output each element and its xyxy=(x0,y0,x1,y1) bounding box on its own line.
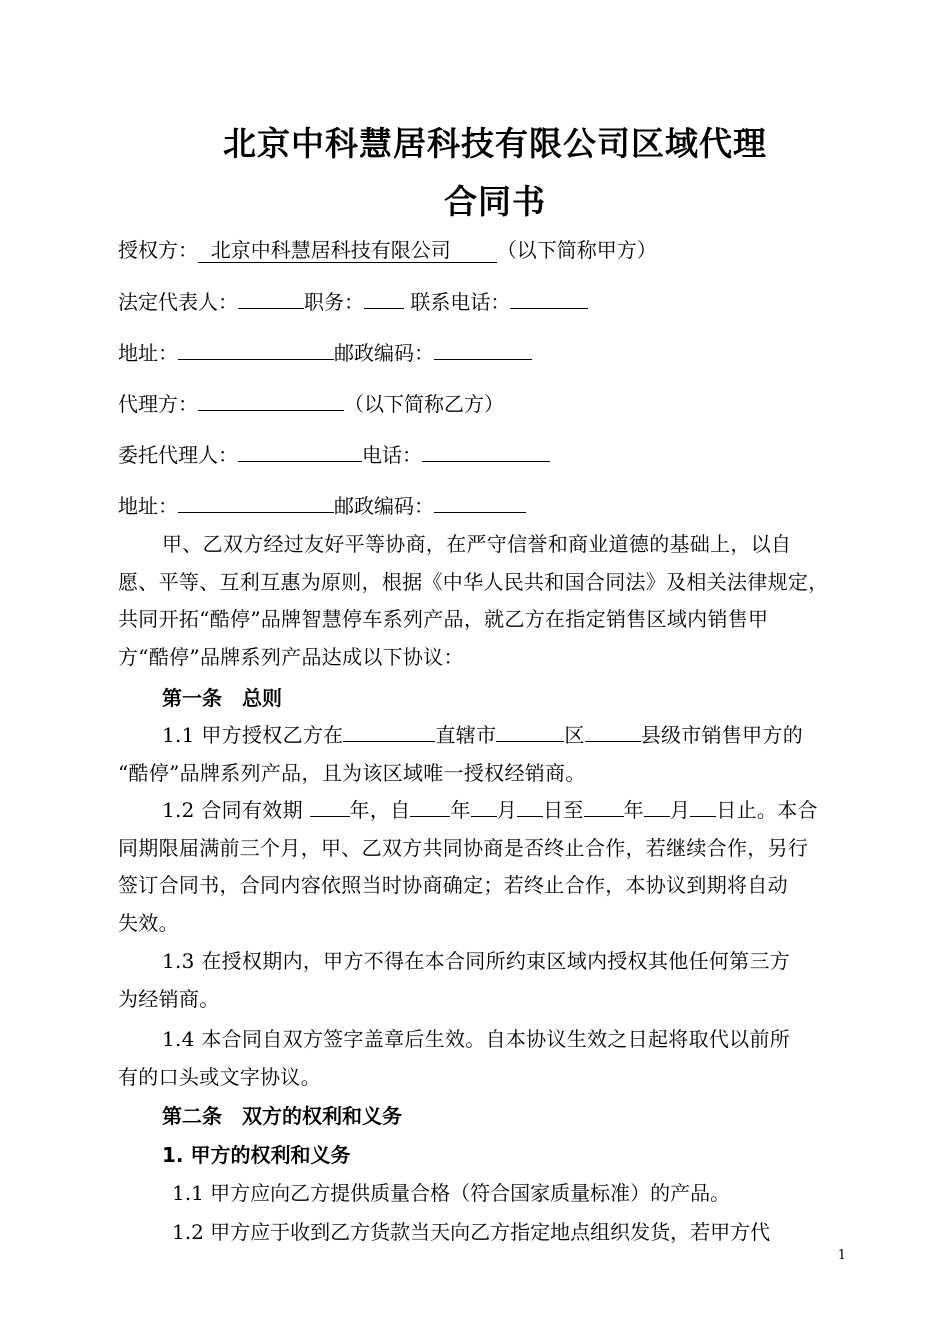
phone-blank[interactable] xyxy=(510,288,588,309)
clause-1-4-line: 有的口头或文字协议。 xyxy=(118,1064,321,1089)
party-b-line xyxy=(118,390,858,418)
legal-rep-blank[interactable] xyxy=(238,288,304,309)
address-b-label: 地址： xyxy=(118,494,178,518)
agent-label: 委托代理人： xyxy=(118,443,238,467)
intro-line: 方“酷停”品牌系列产品达成以下协议： xyxy=(118,644,464,669)
end-month-blank[interactable] xyxy=(644,796,670,817)
start-year-blank[interactable] xyxy=(410,796,450,817)
legal-rep-label: 法定代表人： xyxy=(118,290,238,314)
clause-1-4-line: 1.4 本合同自双方签字盖章后生效。自本协议生效之日起将取代以前所 xyxy=(162,1027,791,1051)
party-b-label: 代理方： xyxy=(118,392,198,416)
agent-blank[interactable] xyxy=(238,441,362,462)
address-a-blank[interactable] xyxy=(178,339,334,360)
position-blank[interactable] xyxy=(364,288,404,309)
clause-a-1-2: 1.2 甲方应于收到乙方货款当天向乙方指定地点组织发货，若甲方代 xyxy=(172,1220,771,1244)
intro-paragraph xyxy=(118,526,848,676)
party-b-blank[interactable] xyxy=(198,390,344,411)
clause-1-1-line: 1.1 甲方授权乙方在 直辖市 区 县级市销售甲方的 xyxy=(162,723,804,747)
intro-line: 愿、平等、互利互惠为原则，根据《中华人民共和国合同法》及相关法律规定， xyxy=(118,569,829,594)
start-day-blank[interactable] xyxy=(517,796,543,817)
postal-b-label: 邮政编码： xyxy=(334,494,434,518)
intro-line: 共同开拓“酷停”品牌智慧停车系列产品，就乙方在指定销售区域内销售甲 xyxy=(118,607,769,631)
party-a-suffix: （以下简称甲方） xyxy=(496,238,657,262)
clause-1-2 xyxy=(118,792,848,942)
clause-1-1 xyxy=(118,717,848,792)
address-a-line xyxy=(118,339,858,367)
clause-1-3-line: 1.3 在授权期内，甲方不得在本合同所约束区域内授权其他任何第三方 xyxy=(162,949,791,973)
address-b-blank[interactable] xyxy=(178,492,334,513)
clause-1-1-line: “酷停”品牌系列产品，且为该区域唯一授权经销商。 xyxy=(118,760,586,785)
party-a-line xyxy=(118,236,858,264)
article-2-heading: 第二条 双方的权利和义务 xyxy=(162,1104,402,1128)
agent-line xyxy=(118,441,858,469)
clause-1-3-line: 为经销商。 xyxy=(118,986,220,1011)
intro-line: 甲、乙双方经过友好平等协商，在严守信誉和商业道德的基础上，以自 xyxy=(162,532,792,556)
party-a-label: 授权方： xyxy=(118,238,198,262)
address-a-label: 地址： xyxy=(118,341,178,365)
party-a-value: 北京中科慧居科技有限公司 xyxy=(198,238,497,263)
postal-a-label: 邮政编码： xyxy=(334,341,434,365)
clause-1-3 xyxy=(118,943,848,1018)
phone-label: 联系电话： xyxy=(410,290,511,314)
clause-1-2-line: 失效。 xyxy=(118,910,179,935)
postal-a-blank[interactable] xyxy=(434,339,532,360)
county-blank[interactable] xyxy=(585,721,641,742)
clause-1-4 xyxy=(118,1021,848,1096)
end-year-blank[interactable] xyxy=(584,796,624,817)
start-month-blank[interactable] xyxy=(471,796,497,817)
document-title: 北京中科慧居科技有限公司区域代理 xyxy=(223,124,767,163)
clause-1-2-line: 同期限届满前三个月，甲、乙双方共同协商是否终止合作，若继续合作，另行 xyxy=(118,835,809,860)
legal-rep-line xyxy=(118,288,858,316)
section-1-heading: 1. 甲方的权利和义务 xyxy=(162,1143,351,1167)
page-number: 1 xyxy=(837,1248,846,1263)
term-years-blank[interactable] xyxy=(310,796,350,817)
postal-b-blank[interactable] xyxy=(434,492,526,513)
document-subtitle: 合同书 xyxy=(444,182,546,221)
city-blank[interactable] xyxy=(343,721,435,742)
district-blank[interactable] xyxy=(496,721,564,742)
agent-phone-label: 电话： xyxy=(362,443,422,467)
position-label: 职务： xyxy=(304,290,364,314)
agent-phone-blank[interactable] xyxy=(422,441,550,462)
end-day-blank[interactable] xyxy=(690,796,716,817)
address-b-line xyxy=(118,492,858,520)
article-1-heading: 第一条 总则 xyxy=(162,686,282,710)
clause-a-1-1: 1.1 甲方应向乙方提供质量合格（符合国家质量标准）的产品。 xyxy=(172,1181,731,1205)
party-b-suffix: （以下简称乙方） xyxy=(344,392,504,416)
clause-1-2-line: 1.2 合同有效期 年，自 年 月 日至 年 月 日止。本合 xyxy=(162,798,818,822)
clause-1-2-line: 签订合同书，合同内容依照当时协商确定；若终止合作，本协议到期将自动 xyxy=(118,873,788,897)
